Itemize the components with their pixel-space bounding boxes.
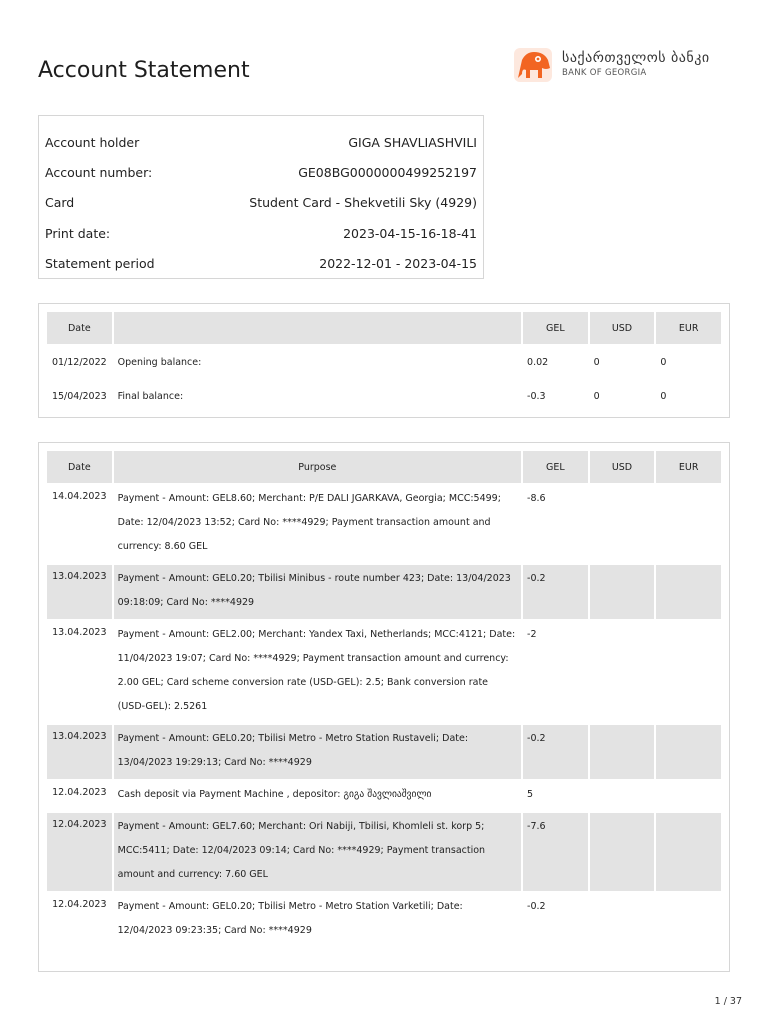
tx-usd [590, 565, 655, 619]
statement-period-label: Statement period [45, 256, 155, 271]
col-header-date: Date [47, 451, 112, 483]
card-value: Student Card - Shekvetili Sky (4929) [249, 195, 477, 210]
tx-eur [656, 781, 721, 811]
tx-gel: -0.2 [523, 565, 588, 619]
print-date-label: Print date: [45, 226, 111, 241]
table-row [47, 725, 721, 779]
col-header-date: Date [47, 312, 112, 344]
col-header-eur: EUR [656, 451, 721, 483]
table-row [47, 621, 721, 723]
balance-panel [38, 303, 730, 418]
balance-header-row [47, 312, 721, 344]
tx-gel: -8.6 [527, 493, 546, 504]
col-header-usd: USD [590, 451, 655, 483]
col-header-purpose [114, 312, 521, 344]
account-holder-label: Account holder [45, 135, 140, 150]
tx-usd [590, 485, 655, 563]
logo-name-english: BANK OF GEORGIA [562, 68, 647, 78]
tx-eur [656, 485, 721, 563]
account-number-row [45, 165, 477, 185]
print-date-value: 2023-04-15-16-18-41 [343, 226, 477, 241]
card-label: Card [45, 195, 75, 210]
statement-period-row [45, 256, 477, 276]
tx-gel: 5 [527, 789, 534, 800]
bank-logo [512, 46, 742, 86]
col-header-eur: EUR [656, 312, 721, 344]
tx-date: 13.04.2023 [52, 627, 107, 638]
tx-date: 14.04.2023 [52, 491, 107, 502]
tx-gel: -0.2 [527, 901, 546, 912]
table-row [47, 893, 721, 947]
balance-usd: 0 [593, 390, 600, 402]
tx-date: 12.04.2023 [47, 813, 112, 891]
statement-period-value: 2022-12-01 - 2023-04-15 [319, 256, 477, 271]
table-row [47, 485, 721, 563]
print-date-row [45, 226, 477, 246]
tx-purpose: Cash deposit via Payment Machine , depositor: გიგა შავლიაშვილი [117, 789, 432, 800]
tx-eur [656, 813, 721, 891]
tx-usd [590, 725, 655, 779]
account-holder-row [45, 135, 477, 155]
account-info-box [38, 115, 484, 279]
tx-usd [590, 781, 655, 811]
table-row [47, 813, 721, 891]
tx-gel: -2 [527, 629, 537, 640]
balance-date: 01/12/2022 [51, 356, 107, 368]
tx-purpose: Payment - Amount: GEL2.00; Merchant: Yandex Taxi, Netherlands; MCC:4121; Date: 11/04/2023 19:07; Card No: ****4929; Payment transaction amount and currency: 2.00 GEL; Card scheme conversion rate (USD-GEL): 2.5; Bank conversion rate (USD-GEL): 2.5261 [117, 629, 516, 712]
balance-purpose: Opening balance: [117, 356, 202, 368]
balance-gel: -0.3 [527, 390, 546, 402]
tx-eur [656, 893, 721, 947]
lion-logo-icon [512, 46, 556, 86]
balance-eur: 0 [660, 356, 667, 368]
tx-purpose: Payment - Amount: GEL7.60; Merchant: Ori Nabiji, Tbilisi, Khomleli st. korp 5; MCC:5411; Date: 12/04/2023 09:14; Card No: ****4929; Payment transaction amount and currency: 7.60 GEL [114, 813, 521, 891]
tx-purpose: Payment - Amount: GEL0.20; Tbilisi Minibus - route number 423; Date: 13/04/2023 09:18:09; Card No: ****4929 [114, 565, 521, 619]
transactions-header-row [47, 451, 721, 483]
account-holder-value: GIGA SHAVLIASHVILI [348, 135, 477, 150]
balance-eur: 0 [660, 390, 667, 402]
tx-date: 12.04.2023 [52, 899, 107, 910]
tx-usd [590, 893, 655, 947]
balance-gel: 0.02 [527, 356, 549, 368]
tx-usd [590, 621, 655, 723]
tx-date: 13.04.2023 [47, 725, 112, 779]
tx-gel: -7.6 [523, 813, 588, 891]
table-row [47, 565, 721, 619]
account-number-value: GE08BG0000000499252197 [298, 165, 477, 180]
tx-purpose: Payment - Amount: GEL8.60; Merchant: P/E DALI JGARKAVA, Georgia; MCC:5499; Date: 12/04/2023 13:52; Card No: ****4929; Payment transaction amount and currency: 8.60 GEL [117, 493, 501, 552]
tx-purpose: Payment - Amount: GEL0.20; Tbilisi Metro - Metro Station Varketili; Date: 12/04/2023 09:23:35; Card No: ****4929 [117, 901, 463, 936]
tx-eur [656, 725, 721, 779]
col-header-purpose: Purpose [114, 451, 521, 483]
table-row [47, 380, 721, 412]
table-row [47, 346, 721, 378]
page-title: Account Statement [38, 58, 250, 83]
col-header-gel: GEL [523, 451, 588, 483]
account-number-label: Account number: [45, 165, 153, 180]
transactions-table [45, 449, 723, 949]
logo-name-georgian: საქართველოს ბანკი [562, 50, 710, 66]
balance-table [45, 310, 723, 414]
col-header-usd: USD [590, 312, 655, 344]
tx-date: 13.04.2023 [47, 565, 112, 619]
transactions-panel [38, 442, 730, 972]
page-number: 1 / 37 [714, 996, 742, 1007]
col-header-gel: GEL [523, 312, 588, 344]
tx-gel: -0.2 [523, 725, 588, 779]
tx-eur [656, 621, 721, 723]
tx-eur [656, 565, 721, 619]
tx-usd [590, 813, 655, 891]
tx-date: 12.04.2023 [52, 787, 107, 798]
balance-usd: 0 [593, 356, 600, 368]
balance-purpose: Final balance: [117, 390, 184, 402]
card-row [45, 195, 477, 215]
tx-purpose: Payment - Amount: GEL0.20; Tbilisi Metro - Metro Station Rustaveli; Date: 13/04/2023 19:29:13; Card No: ****4929 [114, 725, 521, 779]
table-row [47, 781, 721, 811]
balance-date: 15/04/2023 [51, 390, 107, 402]
